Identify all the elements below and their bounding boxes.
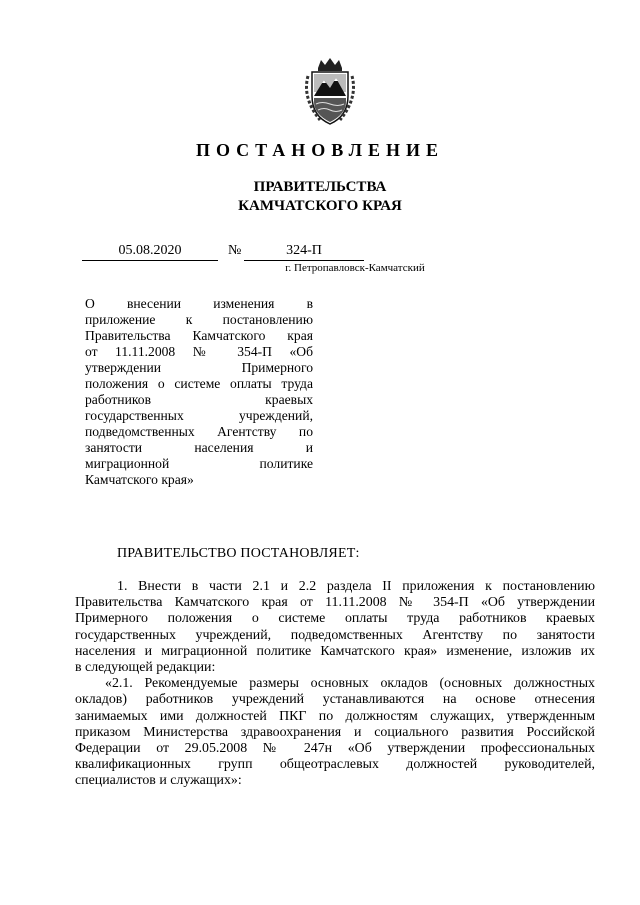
subject-line: работников краевых	[85, 392, 313, 407]
subject-line: положения о системе оплаты труда	[85, 376, 313, 391]
subject-line: государственных учреждений,	[85, 408, 313, 423]
document-type-title: ПОСТАНОВЛЕНИЕ	[195, 140, 445, 160]
issuer-line-1: ПРАВИТЕЛЬСТВА	[253, 179, 387, 195]
body-line: окладов) работников учреждений устанавливаются на основе отнесения	[75, 692, 595, 708]
subject-line: утверждении Примерного	[85, 360, 313, 375]
body-line: 1. Внести в части 2.1 и 2.2 раздела II приложения к постановлению	[117, 579, 595, 594]
subject-line: Правительства Камчатского края	[85, 328, 313, 343]
body-line: Правительства Камчатского края от 11.11.2008 № 354-П «Об утверждении	[75, 595, 595, 611]
body-line: занимаемых ими должностей ПКГ по должностям служащих, утвержденным	[75, 708, 595, 724]
document-subject	[85, 296, 313, 488]
kamchatka-coat-of-arms-emblem	[300, 56, 360, 126]
subject-line: занятости населения и	[85, 440, 313, 455]
subject-line: приложение к постановлению	[85, 312, 313, 327]
body-line: Примерного положения о системе оплаты труда работников краевых	[75, 611, 595, 627]
body-line: Федерации от 29.05.2008 № 247н «Об утверждении профессиональных	[75, 741, 595, 757]
paragraph-1	[75, 579, 595, 676]
body-line: приказом Министерства здравоохранения и социального развития Российской	[75, 724, 595, 740]
document-date: 05.08.2020	[82, 242, 218, 261]
subject-line: подведомственных Агентству по	[85, 424, 313, 439]
date-number-line	[0, 242, 640, 262]
issuer-heading	[0, 178, 640, 216]
subject-line: миграционной политике	[85, 456, 313, 471]
body-line: квалификационных групп общеотраслевых должностей руководителей,	[75, 757, 595, 773]
issuer-line-2: КАМЧАТСКОГО КРАЯ	[238, 198, 402, 214]
subject-line: О внесении изменения в	[85, 296, 313, 311]
paragraph-2	[75, 676, 595, 789]
body-line: населения и миграционной политике Камчатского края» изменение, изложив их	[75, 643, 595, 659]
document-body	[75, 579, 595, 790]
body-line: в следующей редакции:	[75, 660, 216, 676]
city-name: г. Петропавловск-Камчатский	[285, 262, 425, 274]
number-sign: №	[228, 243, 242, 258]
body-line: «2.1. Рекомендуемые размеры основных окладов (основных должностных	[105, 676, 595, 692]
subject-line: от 11.11.2008 № 354-П «Об	[85, 344, 313, 359]
body-line: государственных учреждений, подведомственных Агентству по занятости	[75, 627, 595, 643]
subject-line: Камчатского края»	[85, 472, 194, 487]
body-line: специалистов и служащих»:	[75, 773, 242, 789]
resolves-heading: ПРАВИТЕЛЬСТВО ПОСТАНОВЛЯЕТ:	[117, 546, 360, 561]
document-number: 324-П	[244, 242, 364, 261]
